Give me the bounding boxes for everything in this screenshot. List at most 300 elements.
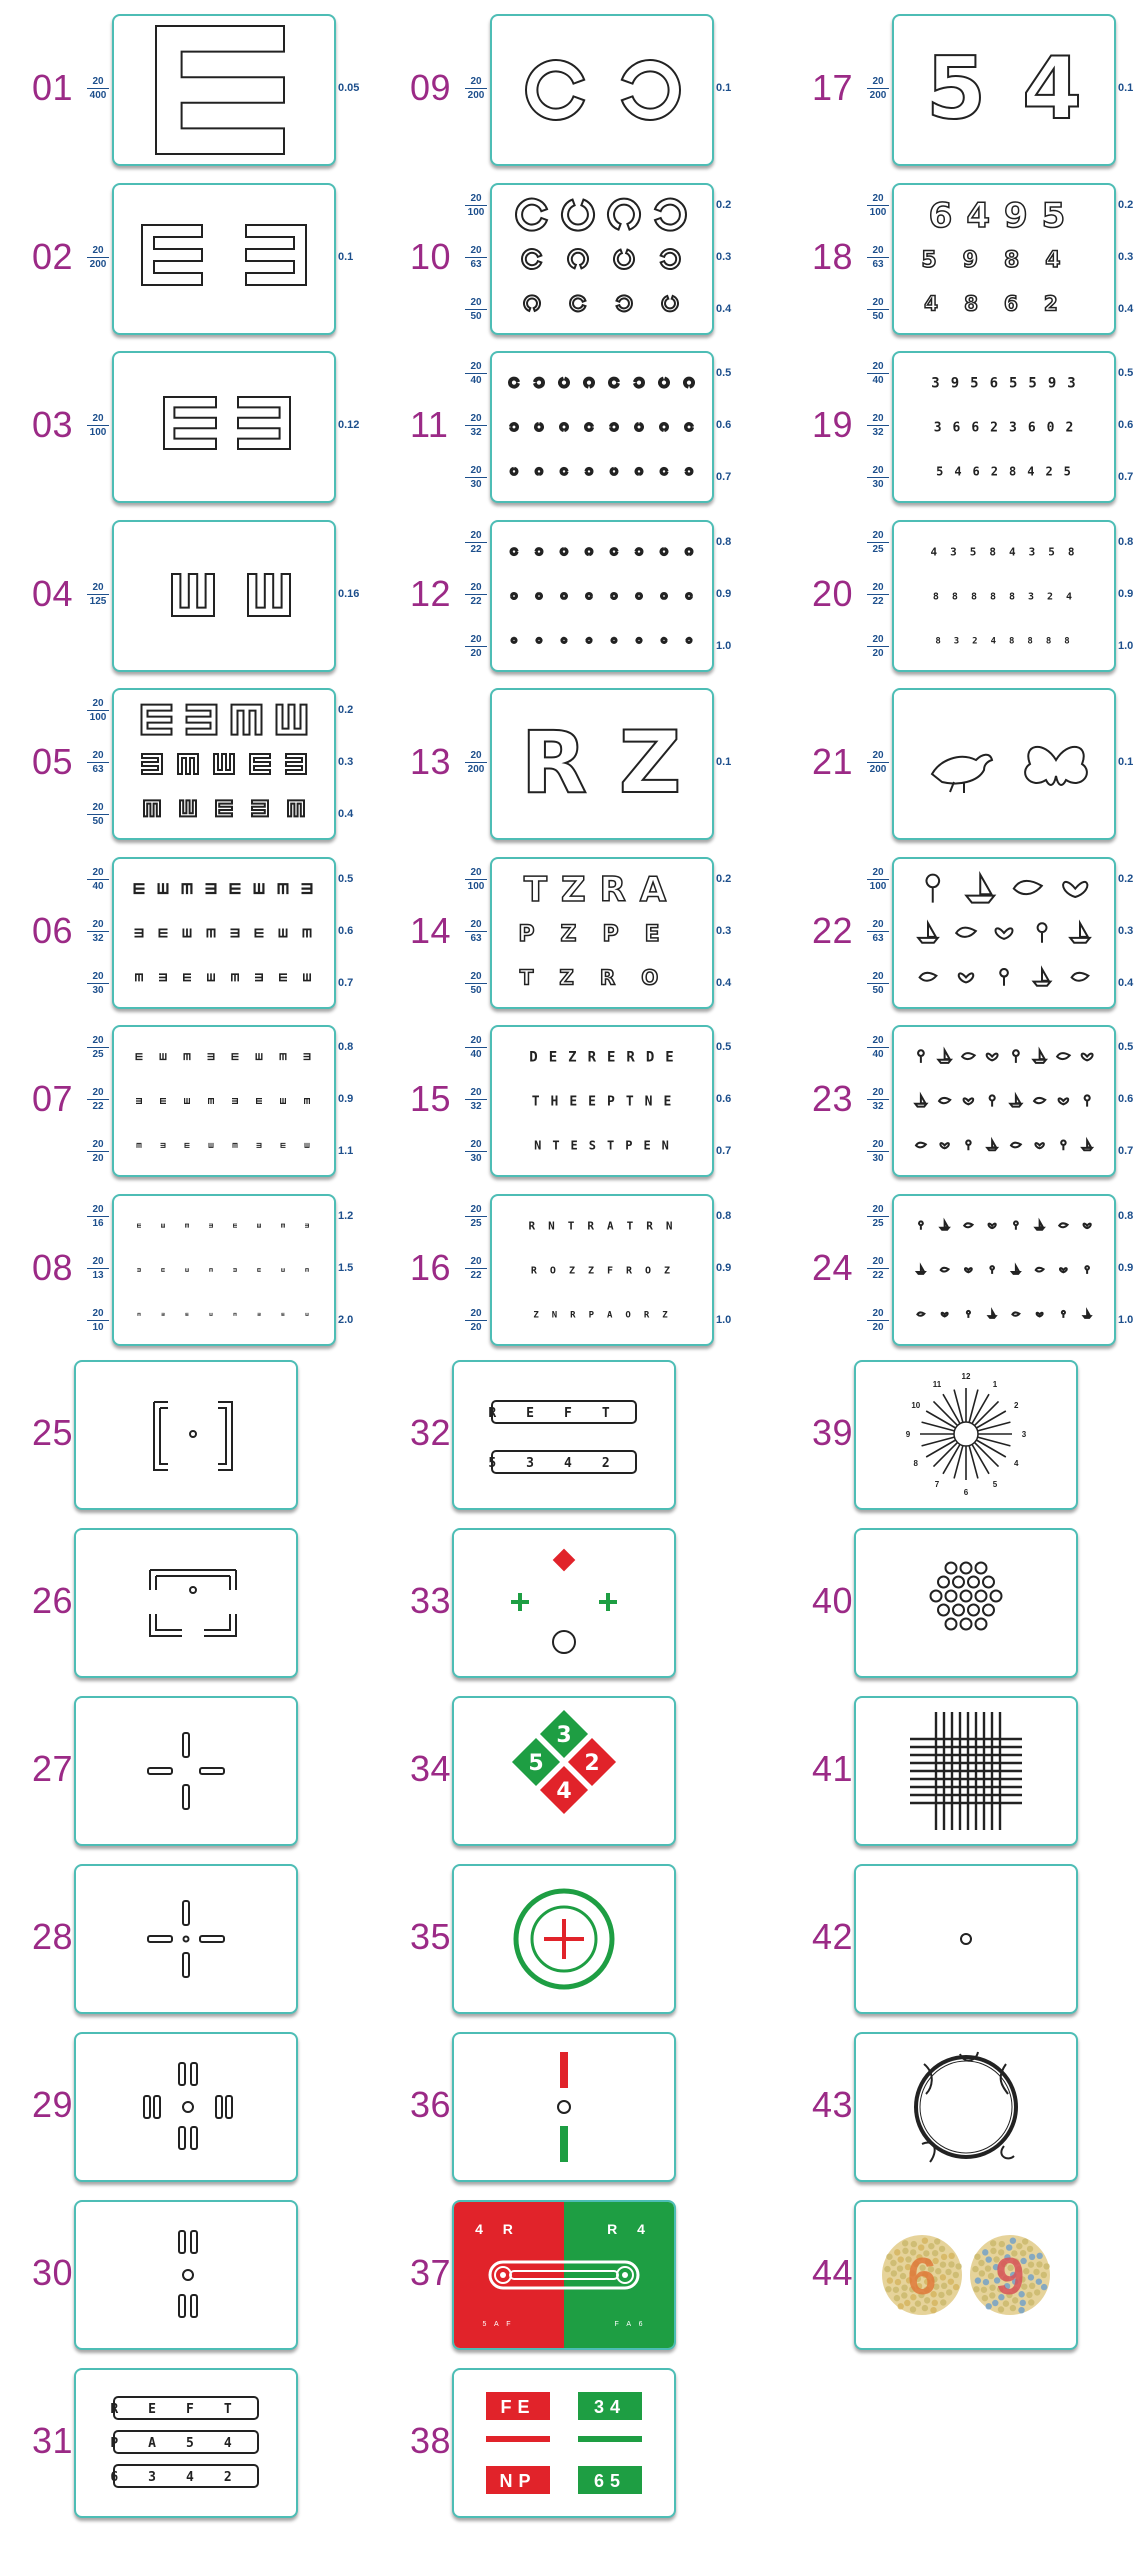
clock-number: 2 [1014, 1401, 1019, 1410]
clock-number: 8 [913, 1459, 918, 1468]
chart-number: 40 [812, 1580, 854, 1621]
acuity-fraction [867, 465, 889, 490]
flower-icon [919, 1221, 923, 1229]
plate-dot [1036, 2253, 1042, 2259]
acuity-decimal: 0.4 [716, 976, 732, 989]
fraction-denominator: 40 [470, 375, 482, 386]
bird-icon [1057, 1053, 1070, 1059]
chart-drawing [856, 1698, 1076, 1844]
optotype-row: RNTRATRN [528, 1219, 686, 1233]
acuity-fraction [867, 530, 889, 555]
tumbling-e [277, 705, 307, 735]
side-bar [154, 2096, 160, 2118]
acuity-decimal: 0.9 [716, 1261, 732, 1274]
plate-dot [948, 2261, 954, 2267]
fraction-numerator: 20 [92, 698, 104, 709]
chart-card-30 [74, 2200, 298, 2350]
acuity-fraction [867, 1087, 889, 1112]
chart-number: 03 [32, 404, 74, 445]
chart-drawing [76, 1866, 296, 2012]
tumbling-e [238, 397, 290, 449]
fraction-denominator: 200 [869, 90, 887, 101]
landolt-c [522, 249, 541, 269]
fraction-numerator: 20 [872, 413, 884, 424]
clock-number: 6 [963, 1488, 969, 1497]
chart-number: 18 [812, 235, 854, 277]
tumbling-e [207, 973, 215, 981]
fraction-denominator: 200 [467, 90, 485, 101]
fraction-denominator: 20 [470, 647, 482, 659]
plate-dot [1010, 2237, 1016, 2243]
fraction-numerator: 20 [872, 866, 884, 878]
acuity-fraction [465, 1139, 487, 1164]
acuity-fraction [465, 634, 487, 659]
boat-icon [1010, 1095, 1021, 1106]
plate-dot [886, 2254, 892, 2260]
chart-number: 06 [32, 909, 74, 951]
cross-bar [200, 1768, 224, 1774]
acuity-fraction [867, 1308, 889, 1333]
acuity-decimal: 1.0 [1118, 1313, 1134, 1326]
landolt-c [636, 468, 643, 475]
plate-dot [982, 2249, 988, 2255]
plate-dot [983, 2279, 989, 2285]
tumbling-e [136, 1053, 143, 1060]
plate-dot [1018, 2307, 1024, 2313]
dot-circle [931, 1591, 942, 1602]
fraction-bar [465, 1151, 487, 1152]
chart-drawing [492, 859, 712, 1007]
fraction-numerator: 20 [470, 76, 482, 87]
acuity-fraction [465, 76, 487, 101]
acuity-fraction [87, 413, 109, 438]
acuity-decimal: 0.1 [716, 756, 732, 768]
chart-card-03 [112, 351, 336, 503]
fraction-bar [87, 594, 109, 595]
landolt-c [611, 468, 618, 475]
chart-card-37 [452, 2200, 676, 2350]
bird-icon [1036, 1267, 1044, 1271]
acuity-decimal: 0.3 [1118, 250, 1134, 263]
plate-dot [900, 2273, 906, 2279]
acuity-decimal: 0.7 [1118, 471, 1134, 483]
plate-dot [953, 2272, 959, 2278]
butterfly-icon [965, 1268, 972, 1272]
acuity-decimal: 0.7 [1118, 1145, 1134, 1157]
butterfly-icon [1082, 1054, 1093, 1061]
flower-icon [990, 1266, 994, 1274]
tumbling-e [208, 1098, 214, 1104]
landolt-c [684, 378, 694, 388]
fraction-numerator: 20 [872, 633, 884, 645]
tumbling-e [302, 883, 313, 894]
vine-ring-inner [920, 2061, 1012, 2153]
bar-letters: PA54 [110, 2436, 262, 2451]
landolt-c [636, 548, 643, 555]
plate-numeral: 9 [995, 2248, 1025, 2306]
dot-circle [961, 1563, 972, 1574]
landolt-c [686, 548, 693, 555]
acuity-fraction [867, 919, 889, 944]
fraction-denominator: 25 [872, 543, 884, 555]
tumbling-e [159, 973, 167, 981]
tumbling-e [281, 1268, 285, 1272]
boat-icon [918, 923, 938, 943]
fraction-denominator: 400 [89, 90, 107, 101]
landolt-c [524, 295, 540, 311]
diamond-digit: 4 [556, 1779, 572, 1804]
landolt-c [536, 593, 542, 599]
chart-number: 13 [410, 741, 452, 782]
bird-icon [920, 972, 937, 980]
boat-icon [917, 1266, 925, 1274]
tumbling-e [257, 1223, 261, 1227]
fraction-denominator: 50 [470, 310, 482, 322]
landolt-c [534, 378, 544, 388]
fraction-bar [465, 931, 487, 932]
landolt-c [611, 593, 617, 599]
flower-icon [1014, 1221, 1018, 1229]
tumbling-e [162, 1312, 165, 1315]
plate-dot [1028, 2274, 1034, 2280]
acuity-decimal: 0.9 [716, 587, 732, 600]
landolt-c [511, 468, 518, 475]
chart-number: 16 [410, 1246, 452, 1288]
fraction-bar [465, 88, 487, 89]
tumbling-e [252, 800, 268, 816]
landolt-c [655, 198, 686, 230]
fraction-numerator: 20 [470, 750, 482, 761]
side-bar [144, 2096, 150, 2118]
fraction-denominator: 50 [872, 310, 884, 322]
tumbling-e [187, 705, 217, 735]
diamond-digit: 5 [528, 1751, 544, 1776]
tumbling-e [135, 928, 144, 937]
chart-number: 09 [410, 67, 452, 108]
chart-number: 11 [410, 404, 449, 445]
acuity-decimal: 0.5 [716, 367, 732, 379]
acuity-decimal: 0.8 [1118, 535, 1134, 548]
white-circle [553, 1631, 575, 1653]
chart-card-14 [490, 857, 714, 1009]
chart-card-23 [892, 1025, 1116, 1177]
chart-number: 19 [812, 404, 854, 445]
dot-circle [946, 1619, 957, 1630]
plate-dot [1043, 2263, 1049, 2269]
plate-dot [973, 2286, 979, 2292]
fraction-bar [465, 257, 487, 258]
landolt-c [661, 593, 667, 599]
fraction-numerator: 20 [92, 413, 104, 424]
plate-dot [922, 2237, 928, 2243]
fraction-bar [867, 1216, 889, 1217]
tumbling-e [248, 574, 290, 616]
fraction-bar [867, 205, 889, 206]
fraction-denominator: 63 [470, 932, 482, 944]
fraction-bar [87, 814, 109, 815]
vertical-bar [179, 2231, 185, 2253]
bird-icon [1011, 1143, 1021, 1148]
tumbling-e [232, 1053, 239, 1060]
chart-card-10 [490, 183, 714, 335]
acuity-decimal: 0.3 [338, 756, 354, 768]
plate-dot [999, 2241, 1005, 2247]
bar-letters: REFT [110, 2402, 262, 2417]
chart-card-02 [112, 183, 336, 335]
landolt-c [659, 378, 669, 388]
optotype-digit: 4 [1022, 39, 1082, 139]
tumbling-e [160, 1098, 166, 1104]
acuity-decimal: 0.2 [716, 198, 732, 211]
red-tile-text: FE [500, 2397, 536, 2417]
chart-drawing [76, 1362, 296, 1508]
chart-drawing [492, 1196, 712, 1344]
clock-number: 5 [992, 1480, 998, 1490]
acuity-decimal: 0.8 [716, 535, 732, 548]
chart-card-27 [74, 1696, 298, 1846]
plate-dot [938, 2292, 944, 2298]
fraction-numerator: 20 [470, 1035, 482, 1046]
bird-icon [917, 1312, 924, 1315]
acuity-decimal: 0.4 [1118, 302, 1134, 315]
plate-dot [978, 2260, 984, 2266]
chart-card-32 [452, 1360, 676, 1510]
butterfly-icon [1059, 1098, 1069, 1104]
landolt-c [636, 637, 641, 642]
fraction-bar [465, 477, 487, 478]
chart-card-36 [452, 2032, 676, 2182]
dot-circle [946, 1563, 957, 1574]
plate-dot [1028, 2261, 1034, 2267]
bird-icon [941, 1267, 949, 1271]
fixation-dot [190, 1587, 196, 1593]
fraction-bar [867, 309, 889, 310]
fraction-denominator: 40 [92, 880, 104, 892]
radial-line [978, 1422, 1011, 1431]
cross-bar [148, 1768, 172, 1774]
fraction-denominator: 22 [872, 595, 884, 607]
landolt-c [587, 637, 592, 642]
tumbling-e [255, 973, 263, 981]
bird-icon [1012, 1312, 1019, 1315]
chart-number: 33 [410, 1580, 452, 1621]
landolt-c [608, 198, 640, 229]
tumbling-e [279, 973, 287, 981]
tumbling-e [233, 1143, 238, 1148]
chart-number: 10 [410, 235, 452, 277]
acuity-fraction [465, 1308, 487, 1333]
fraction-bar [87, 1320, 109, 1321]
chart-number: 39 [812, 1412, 854, 1453]
tumbling-e [256, 1098, 262, 1104]
plate-dot [1041, 2272, 1047, 2278]
plate-dot [989, 2292, 995, 2298]
tumbling-e [258, 1312, 261, 1315]
dot-circle [938, 1577, 949, 1588]
tumbling-e [186, 1312, 189, 1315]
fraction-denominator: 40 [470, 1049, 482, 1060]
cross-bar [148, 1936, 172, 1942]
butterfly-icon [1083, 1223, 1090, 1228]
tumbling-e [164, 397, 216, 449]
acuity-fraction [465, 1087, 487, 1112]
acuity-decimal: 1.5 [338, 1261, 354, 1274]
fraction-denominator: 20 [470, 1321, 482, 1333]
fraction-denominator: 30 [470, 1153, 482, 1164]
acuity-fraction [867, 1139, 889, 1164]
tumbling-e [207, 928, 216, 937]
fraction-denominator: 63 [872, 932, 884, 944]
fraction-denominator: 50 [92, 816, 104, 827]
plate-dot [1022, 2238, 1028, 2244]
plate-dot [885, 2286, 891, 2292]
fraction-denominator: 50 [470, 984, 482, 996]
landolt-c [685, 423, 693, 431]
side-bar [226, 2096, 232, 2118]
tumbling-e [250, 754, 270, 774]
fraction-bar [465, 309, 487, 310]
fixation-circle [183, 2102, 193, 2112]
fraction-numerator: 20 [470, 918, 482, 930]
vertical-bar [179, 2127, 185, 2149]
acuity-fraction [87, 76, 109, 101]
dot-circle [953, 1577, 964, 1588]
fixation-circle [183, 2270, 193, 2280]
tumbling-e [136, 1098, 142, 1104]
chart-card-28 [74, 1864, 298, 2014]
plate-dot [945, 2269, 951, 2275]
optotype-row: PZPE [518, 921, 686, 947]
butterfly-icon [942, 1312, 948, 1316]
fraction-numerator: 20 [92, 918, 104, 930]
chart-drawing [454, 2034, 674, 2180]
chart-card-38 [452, 2368, 676, 2518]
side-bar [216, 2096, 222, 2118]
tumbling-e [134, 883, 145, 894]
landolt-c [635, 423, 643, 431]
plate-dot [891, 2270, 897, 2276]
fraction-bar [867, 1099, 889, 1100]
bar-letters: 5342 [488, 1456, 640, 1471]
chart-card-39 [854, 1360, 1078, 1510]
fraction-numerator: 20 [872, 1139, 884, 1150]
landolt-c [661, 548, 668, 555]
plate-dot [988, 2273, 994, 2279]
landolt-c [535, 423, 543, 431]
optotype-letter: R [520, 713, 588, 813]
fraction-denominator: 20 [92, 1153, 104, 1164]
fraction-denominator: 16 [92, 1217, 104, 1229]
optotype-row: 54628425 [936, 464, 1082, 479]
landolt-c [586, 593, 592, 599]
tumbling-e [180, 800, 196, 816]
plate-dot [955, 2263, 961, 2269]
tumbling-e [232, 705, 262, 735]
plate-dot [902, 2240, 908, 2246]
dot-circle [976, 1619, 987, 1630]
tumbling-e [182, 883, 193, 894]
chart-drawing [454, 1866, 674, 2012]
acuity-fraction [867, 582, 889, 607]
fraction-bar [465, 1047, 487, 1048]
fraction-numerator: 20 [872, 244, 884, 256]
chart-number: 01 [32, 67, 74, 108]
fraction-numerator: 20 [470, 1087, 482, 1098]
tumbling-e [206, 883, 217, 894]
cross-bar [183, 1953, 189, 1977]
plate-dot [1028, 2299, 1034, 2305]
acuity-decimal: 0.3 [716, 250, 732, 263]
tumbling-e [232, 1098, 238, 1104]
acuity-fraction [87, 867, 109, 892]
landolt-c [586, 468, 593, 475]
fixation-circle [961, 1934, 971, 1944]
fraction-denominator: 30 [872, 479, 884, 490]
acuity-fraction [867, 245, 889, 270]
tumbling-e [257, 1143, 262, 1148]
landolt-c [511, 637, 516, 642]
optotype-digit: 5 [926, 39, 986, 139]
fraction-denominator: 100 [869, 206, 887, 218]
dot-circle [961, 1591, 972, 1602]
fraction-denominator: 22 [92, 1101, 104, 1112]
chart-card-06 [112, 857, 336, 1009]
fraction-numerator: 20 [872, 1087, 884, 1098]
fraction-denominator: 22 [872, 1269, 884, 1281]
acuity-decimal: 0.4 [338, 808, 354, 820]
red-divider [486, 2436, 550, 2442]
optotype-row: TZRO [519, 965, 685, 990]
chart-drawing [114, 353, 334, 501]
tumbling-e [286, 754, 306, 774]
chart-drawing [454, 1698, 674, 1844]
tumbling-e [214, 754, 234, 774]
butterfly-icon [1025, 747, 1087, 785]
chart-card-35 [452, 1864, 676, 2014]
fraction-numerator: 20 [872, 465, 884, 476]
radial-line [922, 1422, 955, 1431]
tumbling-e [280, 1053, 287, 1060]
fraction-bar [87, 983, 109, 984]
bird-icon [916, 1143, 926, 1148]
plate-dot [946, 2289, 952, 2295]
butterfly-icon [959, 973, 974, 982]
plate-dot [948, 2278, 954, 2284]
chart-card-42 [854, 1864, 1078, 2014]
plate-dot [1029, 2254, 1035, 2260]
acuity-fraction [87, 245, 109, 270]
radial-line [969, 1390, 978, 1423]
fraction-bar [465, 762, 487, 763]
tumbling-e [230, 883, 241, 894]
fraction-denominator: 22 [470, 1269, 482, 1281]
fraction-numerator: 20 [872, 361, 884, 372]
plate-dot [940, 2299, 946, 2305]
optotype-row: NTESTPEN [534, 1138, 680, 1153]
acuity-fraction [465, 750, 487, 775]
optotype-row: DEZRERDE [529, 1049, 685, 1066]
chart-drawing [454, 1530, 674, 1676]
bird-icon [962, 1053, 975, 1059]
chart-drawing [114, 1027, 334, 1175]
acuity-decimal: 0.1 [1118, 82, 1134, 94]
dot-circle [968, 1577, 979, 1588]
fraction-denominator: 100 [89, 427, 107, 438]
vertical-bar [179, 2295, 185, 2317]
acuity-fraction [465, 465, 487, 490]
butterfly-icon [1035, 1143, 1043, 1148]
fraction-denominator: 125 [89, 595, 107, 607]
